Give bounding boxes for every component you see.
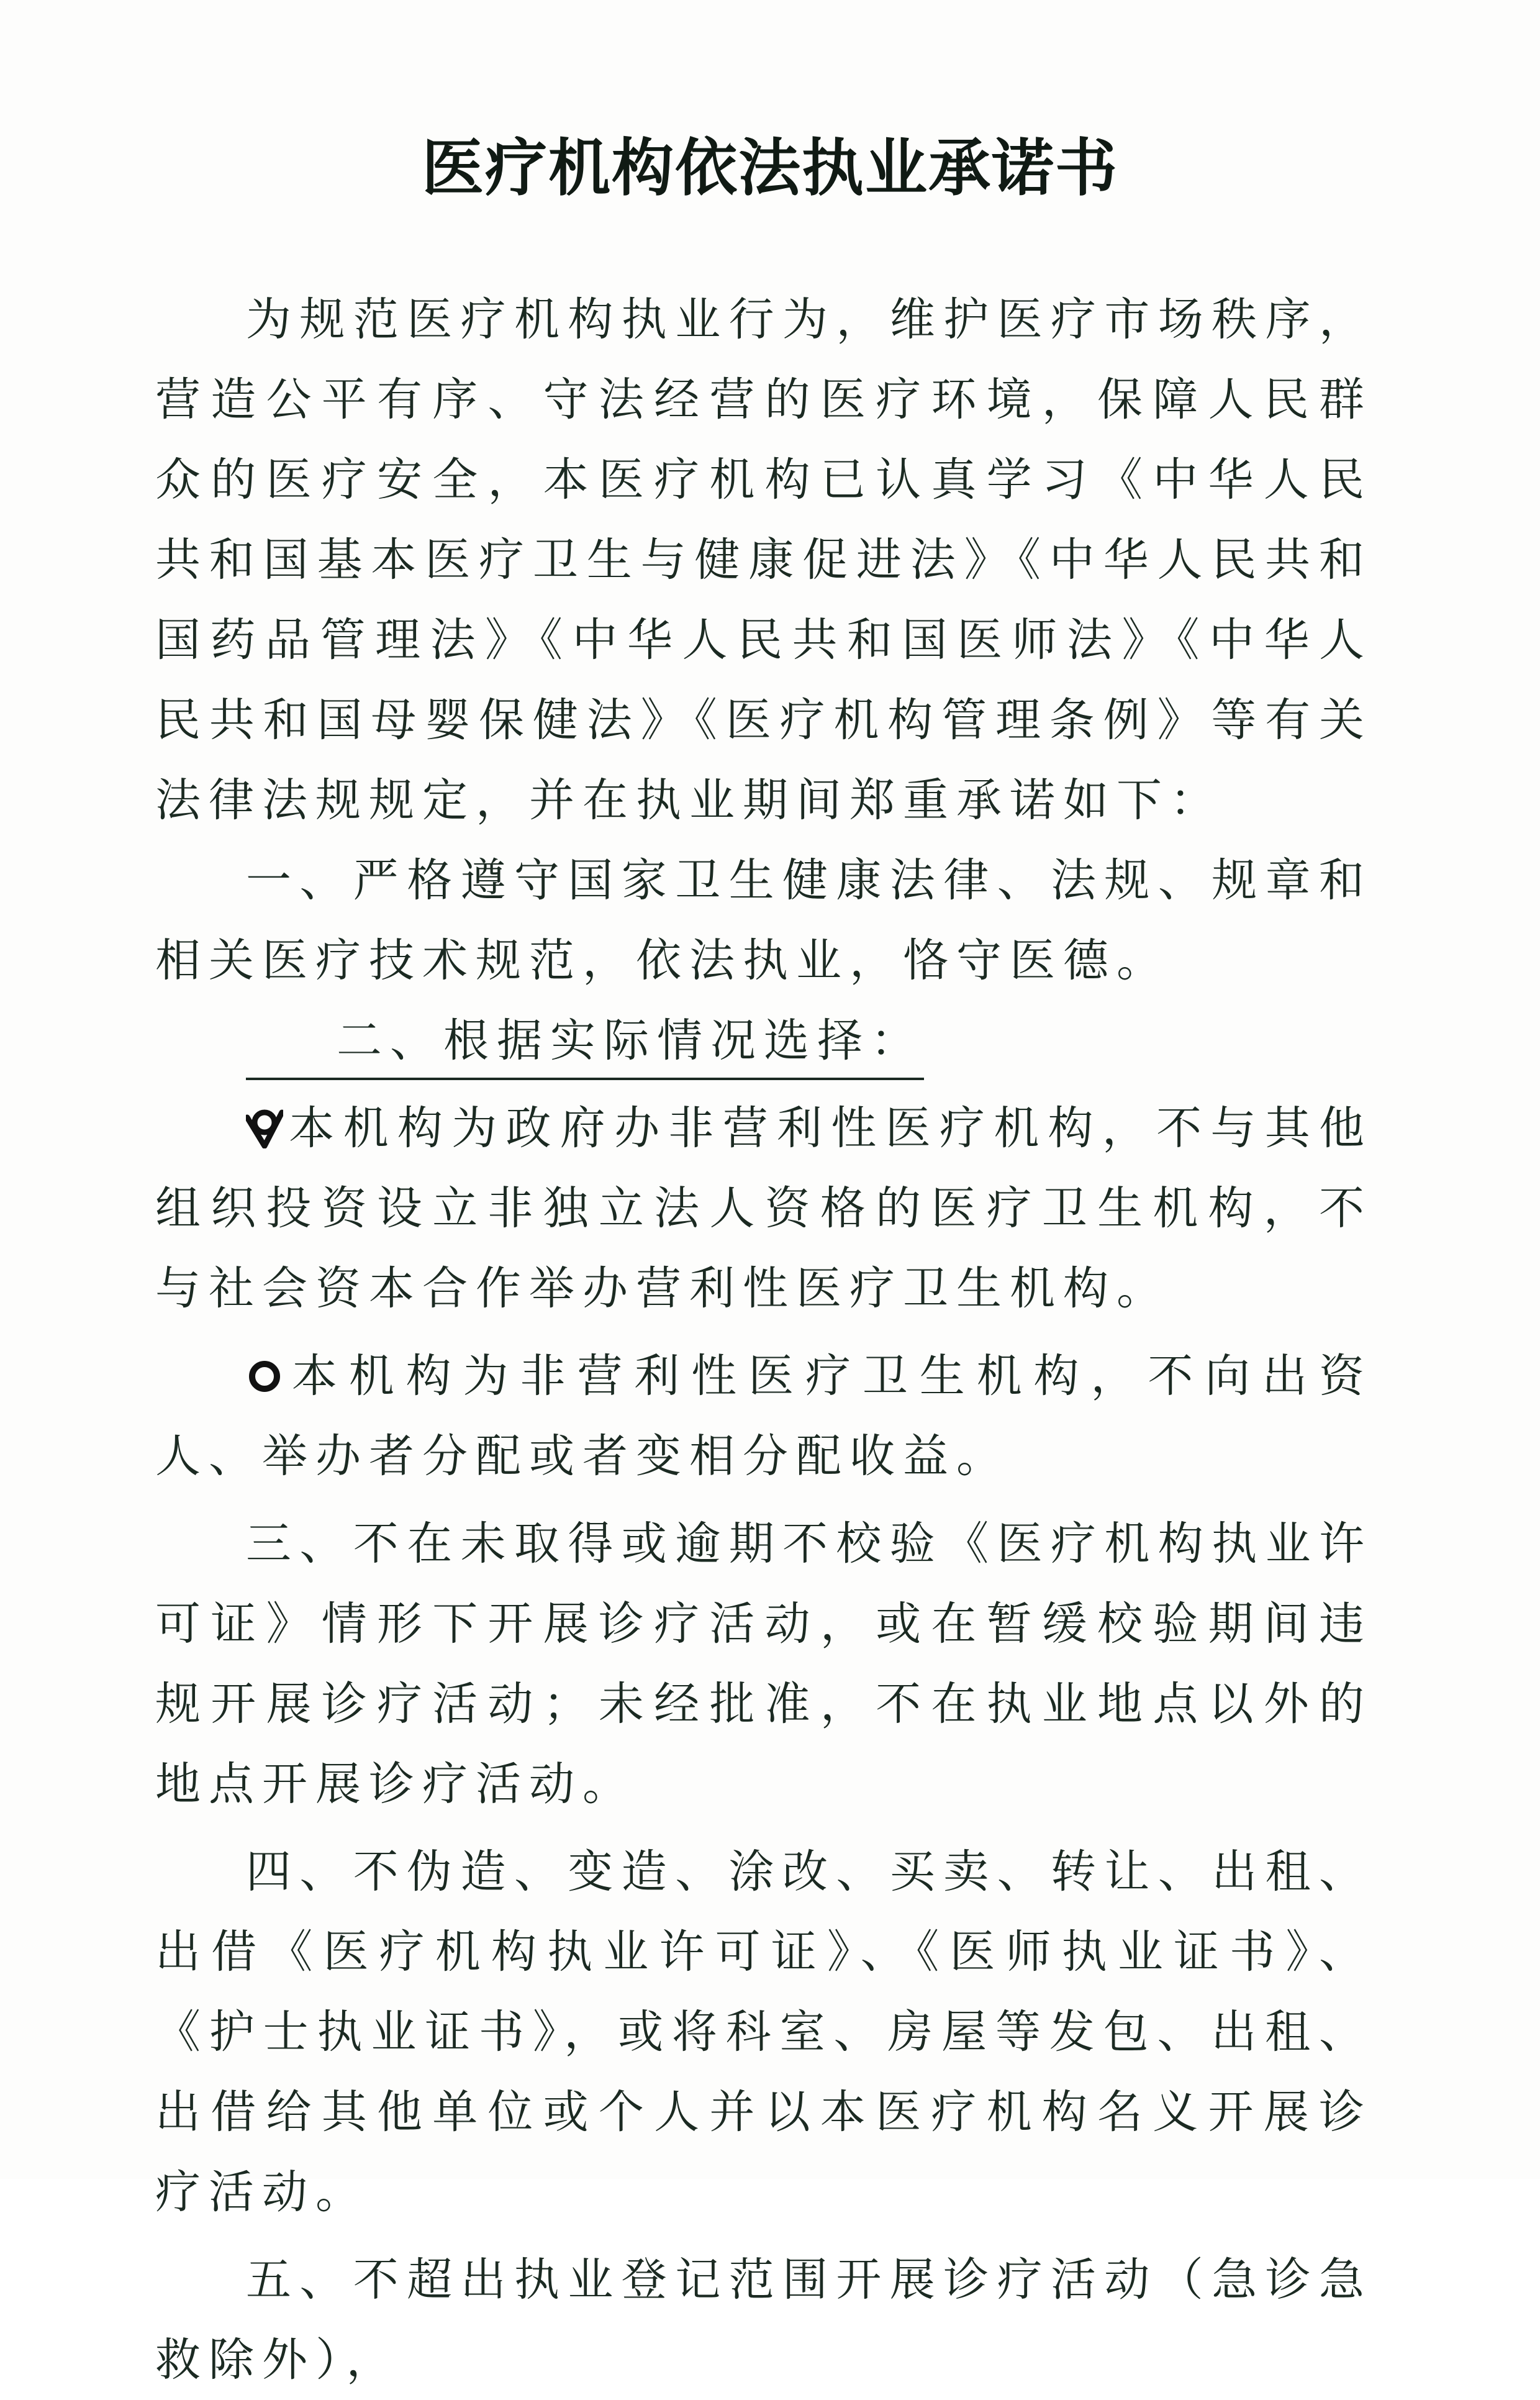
option-b-paragraph [155, 1336, 1372, 1496]
choice-heading: 二、根据实际情况选择： [246, 1004, 924, 1080]
document-title: 医疗机构依法执业承诺书 [422, 132, 1118, 204]
commitment-item-1: 一、严格遵守国家卫生健康法律、法规、规章和相关医疗技术规范，依法执业，恪守医德。 [155, 854, 1372, 987]
document-body [155, 280, 1372, 2400]
option-a-paragraph [155, 1088, 1372, 1329]
commitment-item-2-heading-row [155, 1001, 1372, 1081]
radio-circle-icon[interactable] [246, 1357, 283, 1394]
commitment-item-5: 五、不超出执业登记范围开展诊疗活动（急诊急救除外）， [155, 2253, 1372, 2386]
option-a-text: 本机构为政府办非营利性医疗机构，不与其他组织投资设立非独立法人资格的医疗卫生机构，不与社会资本合作举办营利性医疗卫生机构。 [155, 1102, 1372, 1315]
option-b-text: 本机构为非营利性医疗卫生机构，不向出资人、举办者分配或者变相分配收益。 [155, 1350, 1372, 1483]
commitment-item-4: 四、不伪造、变造、涂改、买卖、转让、出租、出借《医疗机构执业许可证》、《医师执业证书》、《护士执业证书》，或将科室、房屋等发包、出租、出借给其他单位或个人并以本医疗机构名义开展诊疗活动。 [155, 1845, 1372, 2219]
intro-paragraph: 为规范医疗机构执业行为，维护医疗市场秩序，营造公平有序、守法经营的医疗环境，保障人民群众的医疗安全，本医疗机构已认真学习《中华人民共和国基本医疗卫生与健康促进法》《中华人民共和国药品管理法》《中华人民共和国医师法》《中华人民共和国母婴保健法》《医疗机构管理条例》等有关法律法规规定，并在执业期间郑重承诺如下： [155, 293, 1372, 827]
checked-circle-icon[interactable] [246, 1109, 283, 1146]
commitment-item-3: 三、不在未取得或逾期不校验《医疗机构执业许可证》情形下开展诊疗活动，或在暂缓校验期间违规开展诊疗活动；未经批准，不在执业地点以外的地点开展诊疗活动。 [155, 1517, 1372, 1811]
